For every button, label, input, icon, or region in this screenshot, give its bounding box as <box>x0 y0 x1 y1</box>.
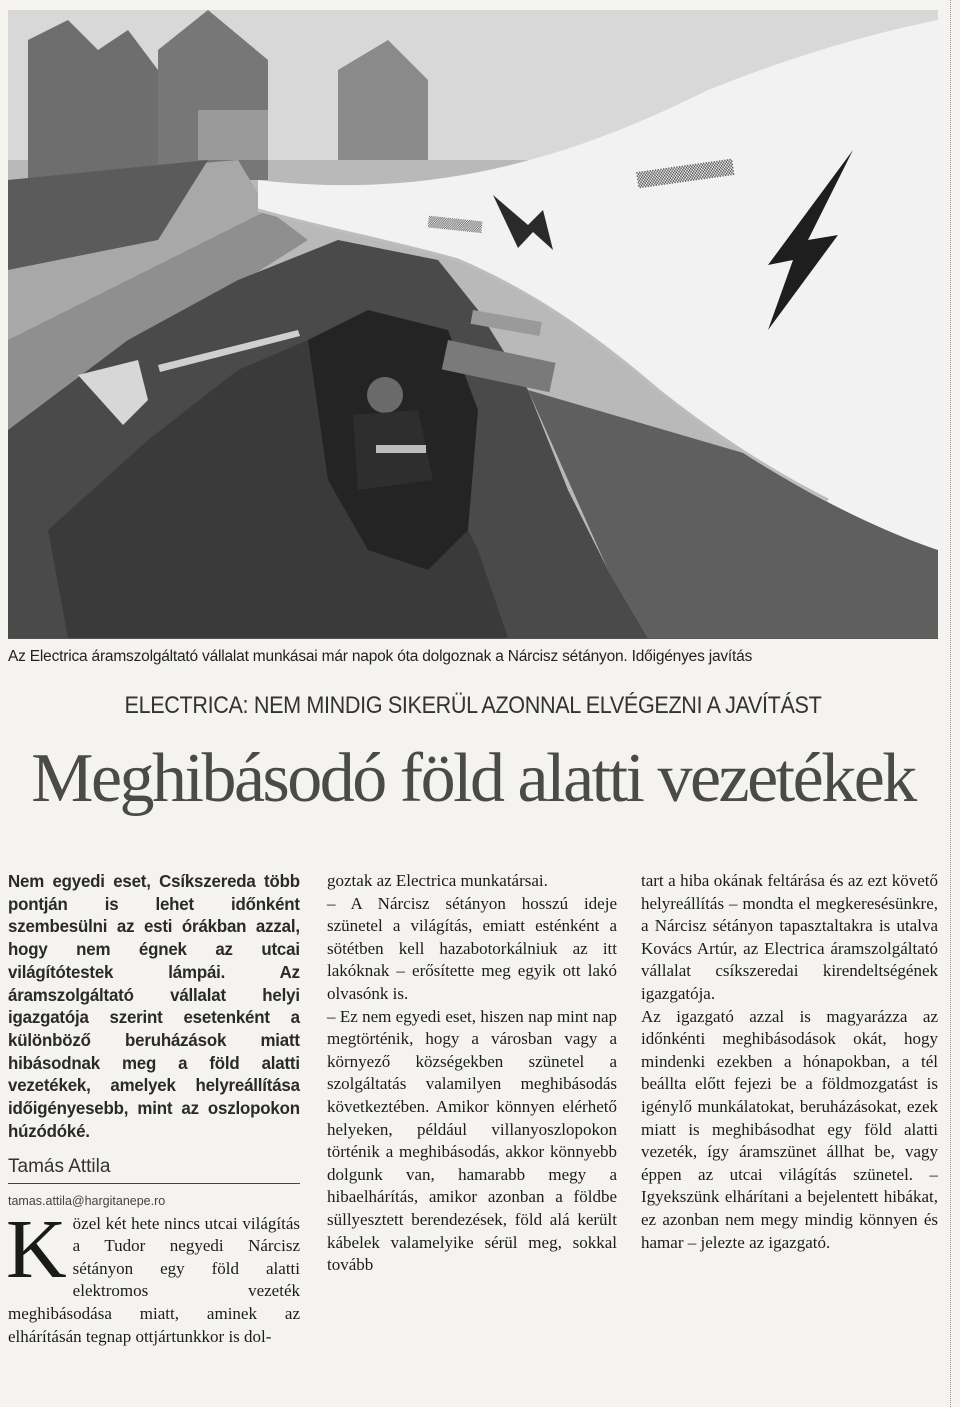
article-lead: Nem egyedi eset, Csíkszereda több pontján is lehet időnként szembesülni az esti órákban azzal, hogy nem égnek az utcai világítótestek lámpái. Az áramszolgáltató vállalat helyi igazgatója szerint esetenként a különböző beruházások miatt hibásodnak meg a föld alatti vezetékek, amelyek helyreállítása időigényesebb, mint az oszlopokon húzódóké. <box>8 871 300 1141</box>
col2-paragraph-3: – Ez nem egyedi eset, hiszen nap mint nap megtörténik, hogy a városban vagy a környező községekben szünetel a szolgáltatás valamilyen meghibásodás következtében. Amikor könnyen elérhető helyeken, például villanyoszlopokon történik a meghibásodás, akkor könnyebb dolgunk van, hamarabb megy a hibaelhárítás, amikor azonban a földbe süllyesztett berendezések, föld alá került kábelek valamelyike sérül meg, sokkal tovább <box>327 1006 617 1275</box>
col3-paragraph-1: tart a hiba okának feltárása és az ezt követő helyreállítás – mondta el megkeresésünkre, a Nárcisz sétányon tapasztaltakra is utalva Kovács Artúr, az Electrica áramszolgáltató vállalat csíkszeredai kirendeltségének igazgatója. <box>641 871 938 1003</box>
col2-paragraph-1: goztak az Electrica munkatársai. <box>327 871 548 890</box>
col2-paragraph-2: – A Nárcisz sétányon hosszú ideje szünetel a világítás, emiatt esténként a sötétben kell hazabotorkálniuk az itt lakóknak – erősítette meg egyik ott lakó olvasónk is. <box>327 893 617 1003</box>
article-body-start <box>6 1202 300 1349</box>
column-1 <box>8 870 300 1348</box>
photo-caption: Az Electrica áramszolgáltató vállalat munkásai már napok óta dolgoznak a Nárcisz sétányon. Időigényes javítás <box>8 648 753 665</box>
page-edge-rule <box>950 0 951 1407</box>
drop-cap: K <box>6 1202 67 1296</box>
svg-text:▒▒▒▒▒▒▒▒▒: ▒▒▒▒▒▒▒▒▒ <box>636 159 735 189</box>
article-photo <box>8 10 938 639</box>
col1-text: özel két hete nincs utcai világítás a Tudor negyedi Nárcisz sétányon egy föld alatti elektromos vezeték meghibásodása miatt, aminek az elhárításán tegnap ottjártunkkor is dol- <box>8 1213 300 1346</box>
column-3 <box>641 870 938 1254</box>
col3-paragraph-2: Az igazgató azzal is magyarázza az időnkénti meghibásodások okát, hogy mindenki ezekben a hónapokban, a tél beállta előtt fejezi be a földmozgatást is igénylő munkálatokat, beruházásokat, ezek miatt is meghibásodhat egy föld alatti vezeték, így áramszünet állhat be, vagy éppen az utcai világítás szünetel. – Igyekszünk elhárítani a bejelentett hibákat, ez azonban nem megy mindig könnyen és hamar – jelezte az igazgató. <box>641 1006 938 1252</box>
author-name: Tamás Attila <box>8 1156 300 1184</box>
author-email[interactable]: tamas.attila@hargitanepe.ro <box>8 1194 166 1209</box>
column-2 <box>327 870 617 1277</box>
article-kicker: ELECTRICA: NEM MINDIG SIKERÜL AZONNAL ELVÉGEZNI A JAVÍTÁST <box>124 692 822 719</box>
svg-text:▒▒▒▒▒▒▒: ▒▒▒▒▒▒▒ <box>427 217 483 234</box>
article-headline: Meghibásodó föld alatti vezetékek <box>31 740 915 817</box>
